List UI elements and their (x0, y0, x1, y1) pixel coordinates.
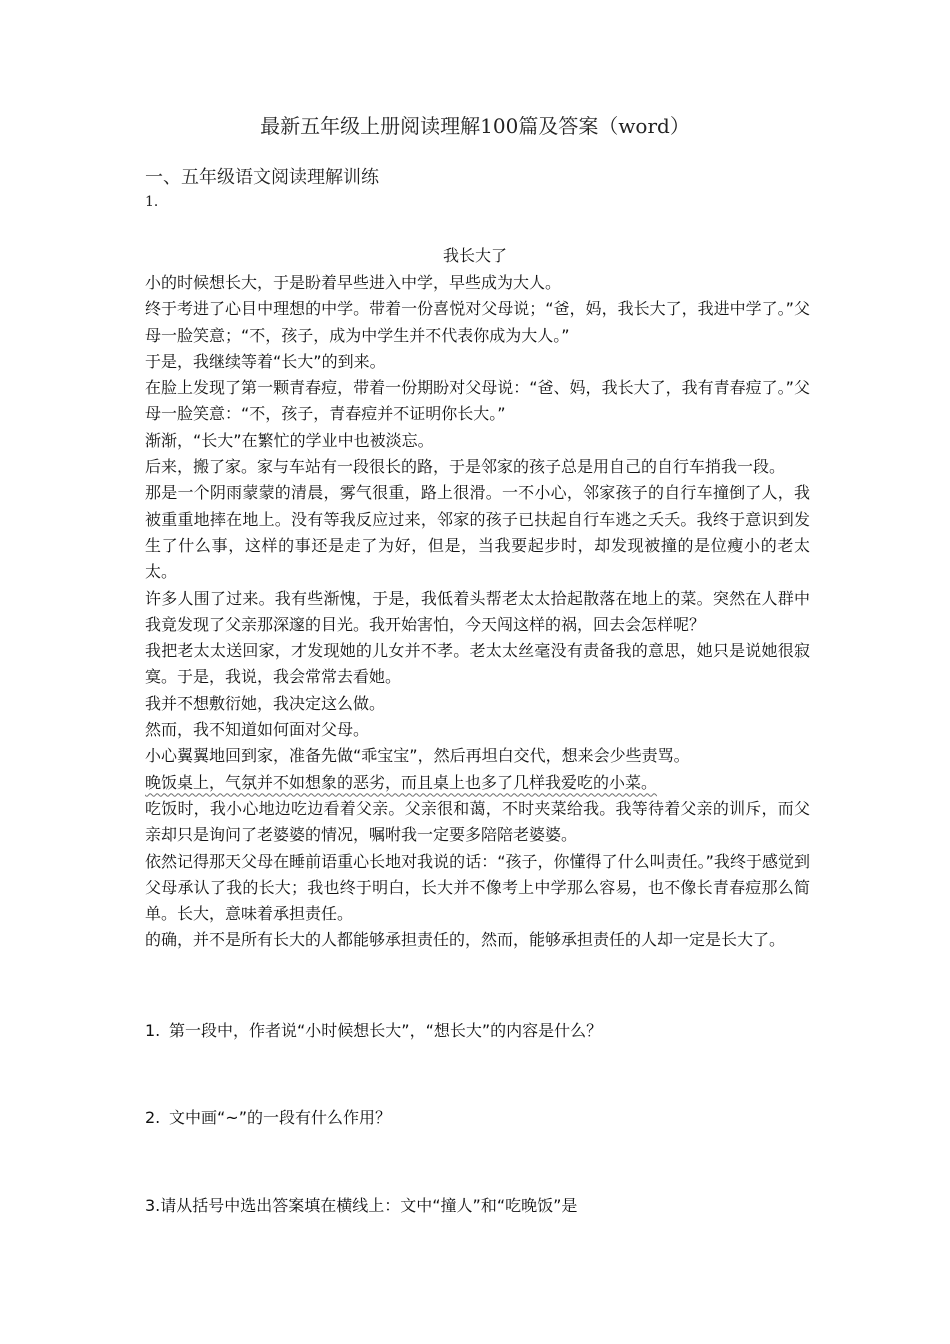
question-text: 第一段中，作者说“小时候想长大”，“想长大”的内容是什么？ (169, 1021, 603, 1040)
item-number: 1． (145, 194, 168, 210)
story-title: 我长大了 (442, 246, 507, 265)
question-text: 文中画“~”的一段有什么作用？ (169, 1108, 391, 1127)
paragraph: 于是，我继续等着“长大”的到来。 (145, 351, 386, 371)
paragraph: 小的时候想长大，于是盼着早些进入中学，早些成为大人。 (145, 273, 562, 292)
paragraph: 吃饭时，我小心地边吃边看着父亲。父亲很和蔼，不时夹菜给我。我等待着父亲的训斥，而父亲却只是询问了老婆婆的情况，嘱咐我一定要多陪陪老婆婆。 (145, 798, 810, 845)
section-heading: 一、五年级语文阅读理解训练 (145, 167, 379, 188)
paragraph: 的确，并不是所有长大的人都能够承担责任的，然而，能够承担责任的人却一定是长大了。 (145, 930, 786, 950)
paragraph: 许多人围了过来。我有些渐愧，于是，我低着头帮老太太拾起散落在地上的菜。突然在人群中我竟发现了父亲那深邃的目光。我开始害怕，今天闯这样的祸，回去会怎样呢？ (145, 588, 810, 634)
paragraph: 依然记得那天父母在睡前语重心长地对我说的话：“孩子，你懂得了什么叫责任。”我终于感觉到父母承认了我的长大；我也终于明白，长大并不像考上中学那么容易，也不像长青春痘那么简单。长大，意味着承担责任。 (145, 851, 810, 924)
document-title: 最新五年级上册阅读理解100篇及答案（word） (260, 114, 690, 138)
paragraph: 终于考进了心目中理想的中学。带着一份喜悦对父母说；“爸，妈，我长大了，我进中学了。”父母一脸笑意；“不，孩子，成为中学生并不代表你成为大人。” (145, 299, 810, 345)
question-1 (145, 1020, 602, 1042)
paragraph-wavy-underlined: 晚饭桌上，气氛并不如想象的恶劣，而且桌上也多了几样我爱吃的小菜。 (145, 772, 658, 792)
story-passage (145, 270, 810, 954)
question-number: 2. (145, 1108, 161, 1127)
question-3 (145, 1195, 577, 1217)
paragraph: 然而，我不知道如何面对父母。 (145, 720, 370, 740)
paragraph: 那是一个阴雨蒙蒙的清晨，雾气很重，路上很滑。一不小心，邻家孩子的自行车撞倒了人，我被重重地摔在地上。没有等我反应过来，邻家的孩子已扶起自行车逃之夭夭。我终于意识到发生了什么事，这样的事还是走了为好，但是，当我要起步时，却发现被撞的是位瘦小的老太太。 (145, 483, 810, 582)
question-number: 1. (145, 1021, 161, 1040)
paragraph: 我并不想敷衍她，我决定这么做。 (145, 693, 386, 713)
paragraph: 小心翼翼地回到家，准备先做“乖宝宝”，然后再坦白交代，想来会少些责骂。 (145, 746, 690, 766)
paragraph: 渐渐，“长大”在繁忙的学业中也被淡忘。 (145, 430, 434, 450)
paragraph: 后来，搬了家。家与车站有一段很长的路，于是邻家的孩子总是用自己的自行车捎我一段。 (145, 457, 786, 477)
paragraph: 在脸上发现了第一颗青春痘，带着一份期盼对父母说：“爸、妈，我长大了，我有青春痘了。”父母一脸笑意：“不，孩子，青春痘并不证明你长大。” (145, 378, 810, 424)
question-2 (145, 1107, 391, 1129)
question-text: 3.请从括号中选出答案填在横线上：文中“撞人”和“吃晚饭”是 (145, 1196, 578, 1215)
paragraph: 我把老太太送回家，才发现她的儿女并不孝。老太太丝毫没有责备我的意思，她只是说她很寂寞。于是，我说，我会常常去看她。 (145, 641, 810, 687)
